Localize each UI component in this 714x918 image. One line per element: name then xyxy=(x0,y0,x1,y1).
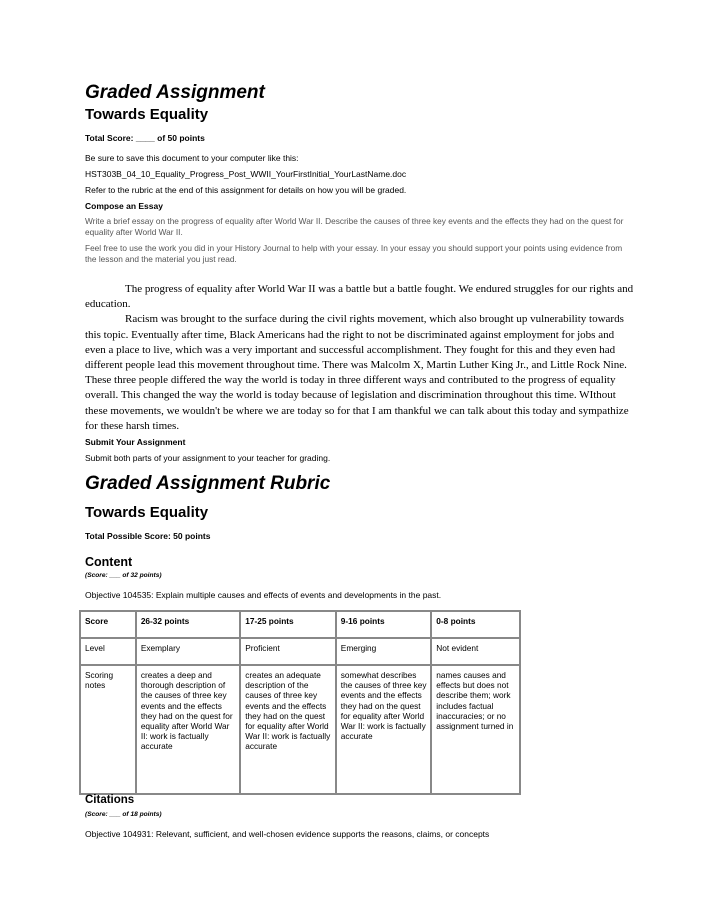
total-possible-score: Total Possible Score: 50 points xyxy=(85,531,211,541)
submit-heading: Submit Your Assignment xyxy=(85,437,186,447)
essay-paragraph-1: The progress of equality after World War II was a battle but a battle fought. We endured struggles for our rights and education. xyxy=(85,283,634,311)
rubric-cell: Emerging xyxy=(336,638,432,665)
essay-paragraph-2: Racism was brought to the surface during the civil rights movement, which also brought up vulnerability towards this topic. Eventually after time, Black Americans had the right to not be discriminated against employment for jobs and even a place to live, which was a very important and successful accomplishment. They fought for this and they even had different people lead this movement throughout time. There was Malcolm X, Martin Luther King Jr., and Little Rock Nine. These three people differed the way the world is today in three different ways and contributed to the progress of equality overall. This changed the way the world is today because of legislation and discrimination throughout this time. WIthout these movements, we wouldn't be where we are today so for that I am thankful we can talk about this today and sympathize for these harsh times. xyxy=(85,313,629,432)
rubric-title: Graded Assignment Rubric xyxy=(85,473,331,494)
rubric-header-cell: 0-8 points xyxy=(431,611,520,638)
content-score: (Score: ___ of 32 points) xyxy=(85,572,162,579)
rubric-cell: somewhat describes the causes of three key events and the effects they had on the quest for equality after World War II: work is factually accurate xyxy=(336,665,432,794)
filename-example: HST303B_04_10_Equality_Progress_Post_WWII_YourFirstInitial_YourLastName.doc xyxy=(85,169,407,179)
rubric-cell: Not evident xyxy=(431,638,520,665)
rubric-cell: creates a deep and thorough description of the causes of three key events and the effects they had on the quest for equality after World War II: work is factually accurate xyxy=(136,665,240,794)
rubric-table xyxy=(79,610,521,795)
page-title: Graded Assignment xyxy=(85,82,265,103)
rubric-header-cell: 9-16 points xyxy=(336,611,432,638)
rubric-reference: Refer to the rubric at the end of this assignment for details on how you will be graded. xyxy=(85,185,407,195)
instructions-paragraph-2: Feel free to use the work you did in your History Journal to help with your essay. In your essay you should support your points using evidence from the lesson and the material you just read. xyxy=(85,243,623,264)
rubric-cell: Scoring notes xyxy=(80,665,136,794)
rubric-level-row xyxy=(80,638,520,665)
citations-heading: Citations xyxy=(85,794,135,806)
total-score: Total Score: ____ of 50 points xyxy=(85,133,205,143)
rubric-header-row xyxy=(80,611,520,638)
instructions-paragraph-1: Write a brief essay on the progress of equality after World War II. Describe the causes of three key events and the effects they had on the quest for equality after World War II. xyxy=(85,216,624,237)
citations-score: (Score: ___ of 18 points) xyxy=(85,811,162,818)
rubric-notes-row xyxy=(80,665,520,794)
content-heading: Content xyxy=(85,555,133,569)
rubric-cell: names causes and effects but does not describe them; work includes factual inaccuracies; or no assignment turned in xyxy=(431,665,520,794)
rubric-subtitle: Towards Equality xyxy=(85,504,209,521)
rubric-cell: Exemplary xyxy=(136,638,240,665)
submit-instructions: Submit both parts of your assignment to your teacher for grading. xyxy=(85,453,331,463)
rubric-cell: Level xyxy=(80,638,136,665)
objective-content: Objective 104535: Explain multiple causes and effects of events and developments in the past. xyxy=(85,590,442,600)
assignment-subtitle: Towards Equality xyxy=(85,106,209,123)
objective-citations: Objective 104931: Relevant, sufficient, and well-chosen evidence supports the reasons, claims, or concepts xyxy=(85,829,490,839)
rubric-cell: creates an adequate description of the causes of three key events and the effects they had on the quest for equality after World War II: work is factually accurate xyxy=(240,665,336,794)
compose-heading: Compose an Essay xyxy=(85,201,163,211)
essay-response[interactable] xyxy=(85,282,635,434)
rubric-header-cell: 26-32 points xyxy=(136,611,240,638)
rubric-header-cell: 17-25 points xyxy=(240,611,336,638)
rubric-header-cell: Score xyxy=(80,611,136,638)
save-note: Be sure to save this document to your computer like this: xyxy=(85,153,299,163)
rubric-cell: Proficient xyxy=(240,638,336,665)
